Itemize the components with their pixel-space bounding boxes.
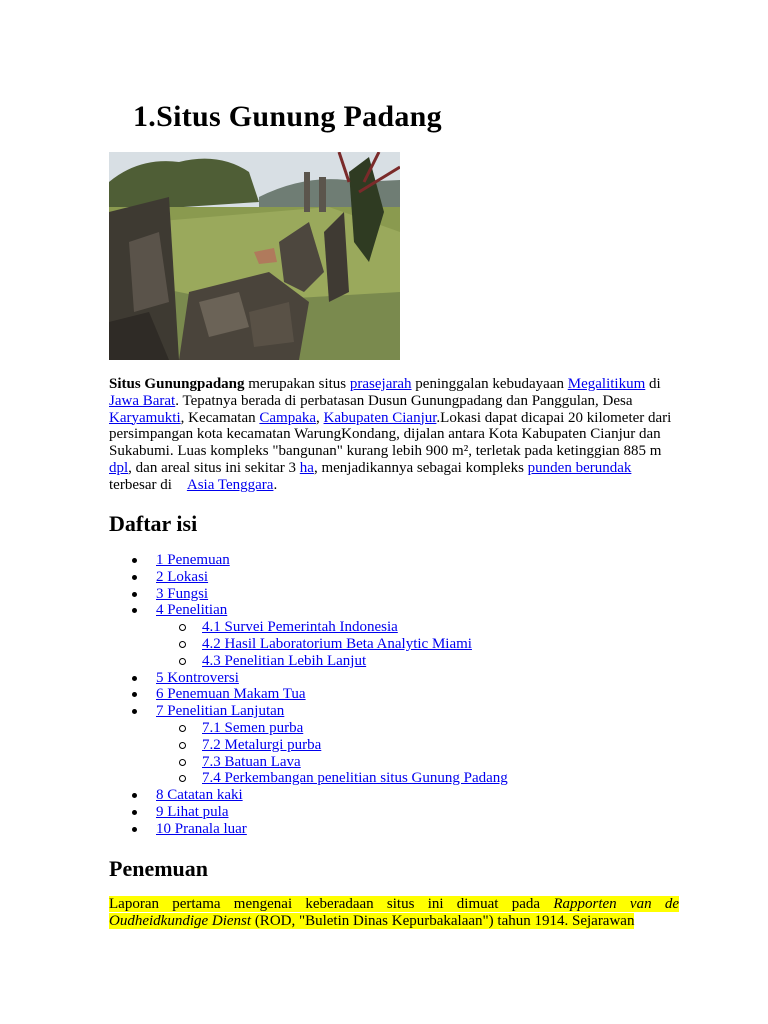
- link-kabupaten-cianjur[interactable]: Kabupaten Cianjur: [323, 409, 437, 426]
- bullet-icon: [132, 575, 137, 580]
- toc-item: [109, 569, 669, 586]
- circle-bullet-icon: [179, 775, 186, 782]
- toc-item: [109, 821, 669, 838]
- link-ha[interactable]: ha: [299, 459, 314, 476]
- toc-item: [109, 552, 669, 569]
- toc-link[interactable]: 4.2 Hasil Laboratorium Beta Analytic Miami: [202, 635, 472, 652]
- toc-link[interactable]: 4.1 Survei Pemerintah Indonesia: [202, 619, 398, 636]
- bullet-icon: [132, 810, 137, 815]
- toc-link[interactable]: 7.1 Semen purba: [202, 719, 304, 736]
- bullet-icon: [132, 827, 137, 832]
- link-dpl[interactable]: dpl: [109, 459, 129, 476]
- toc-link[interactable]: 1 Penemuan: [156, 552, 230, 568]
- toc-heading: Daftar isi: [109, 511, 198, 536]
- penemuan-paragraph: [109, 896, 679, 930]
- toc-subitem: [109, 619, 669, 636]
- toc-link[interactable]: 7.3 Batuan Lava: [202, 753, 301, 770]
- toc-link[interactable]: 2 Lokasi: [156, 568, 209, 585]
- circle-bullet-icon: [179, 742, 186, 749]
- toc-link[interactable]: 3 Fungsi: [156, 585, 209, 602]
- link-punden-berundak[interactable]: punden berundak: [527, 459, 632, 476]
- bullet-icon: [132, 709, 137, 714]
- toc-subitem: [109, 653, 669, 670]
- bullet-icon: [132, 558, 137, 563]
- link-campaka[interactable]: Campaka: [259, 409, 317, 426]
- italic-title: Rapporten van de Oudheidkundige Dienst: [109, 896, 679, 929]
- toc-link[interactable]: 5 Kontroversi: [156, 669, 239, 686]
- bullet-icon: [132, 692, 137, 697]
- toc-subitem: [109, 720, 669, 737]
- link-megalitikum[interactable]: Megalitikum: [567, 376, 646, 392]
- circle-bullet-icon: [179, 725, 186, 732]
- site-photo: [109, 152, 400, 360]
- toc-item: [109, 670, 669, 687]
- circle-bullet-icon: [179, 641, 186, 648]
- toc-item: [109, 686, 669, 703]
- toc-link[interactable]: 6 Penemuan Makam Tua: [156, 686, 306, 703]
- toc-link[interactable]: 8 Catatan kaki: [156, 787, 243, 804]
- bullet-icon: [132, 676, 137, 681]
- toc-link[interactable]: 7 Penelitian Lanjutan: [156, 703, 285, 720]
- link-karyamukti[interactable]: Karyamukti: [109, 409, 181, 426]
- circle-bullet-icon: [179, 658, 186, 665]
- toc-link[interactable]: 4 Penelitian: [156, 602, 228, 619]
- intro-paragraph: Situs Gunungpadang merupakan situs prasejarah peninggalan kebudayaan Megalitikum di Jawa Barat. Tepatnya berada di perbatasan Dusun Gunungpadang dan Panggulan, Desa Karyamukti, Kecamatan Campaka, Kabupaten Cianjur.Lokasi dapat dicapai 20 kilometer dari persimpangan kota kecamatan WarungKondang, dijalan antara Kota Kabupaten Cianjur dan Sukabumi. Luas kompleks "bangunan" kurang lebih 900 m², terletak pada ketinggian 885 m dpl, dan areal situs ini sekitar 3 ha, menjadikannya sebagai kompleks punden berundak terbesar di Asia Tenggara.: [109, 376, 672, 493]
- toc-item: [109, 787, 669, 804]
- link-asia-tenggara[interactable]: Asia Tenggara: [186, 476, 274, 493]
- toc-item: [109, 586, 669, 603]
- section-heading-penemuan: Penemuan: [109, 856, 208, 881]
- page-title: 1.Situs Gunung Padang: [133, 100, 442, 133]
- toc-item: [109, 602, 669, 619]
- circle-bullet-icon: [179, 759, 186, 766]
- toc-subitem: [109, 770, 669, 787]
- toc-link[interactable]: 9 Lihat pula: [156, 803, 229, 820]
- toc-link[interactable]: 7.2 Metalurgi purba: [202, 736, 322, 753]
- link-prasejarah[interactable]: prasejarah: [349, 376, 412, 392]
- toc-link[interactable]: 4.3 Penelitian Lebih Lanjut: [202, 652, 367, 669]
- toc-item: [109, 804, 669, 821]
- circle-bullet-icon: [179, 624, 186, 631]
- highlighted-text: Laporan pertama mengenai keberadaan situs ini dimuat pada Rapporten van de Oudheidkundige Dienst (ROD, "Buletin Dinas Kepurbakalaan") tahun 1914. Sejarawan: [109, 896, 679, 929]
- bullet-icon: [132, 608, 137, 613]
- toc-subitem: [109, 754, 669, 771]
- toc-subitem: [109, 737, 669, 754]
- toc-item: [109, 703, 669, 720]
- bullet-icon: [132, 592, 137, 597]
- intro-bold-term: Situs Gunungpadang: [109, 376, 245, 392]
- toc-link[interactable]: 10 Pranala luar: [156, 820, 247, 837]
- toc-link[interactable]: 7.4 Perkembangan penelitian situs Gunung Padang: [202, 770, 508, 787]
- toc-subitem: [109, 636, 669, 653]
- bullet-icon: [132, 793, 137, 798]
- link-jawa-barat[interactable]: Jawa Barat: [109, 392, 176, 409]
- table-of-contents: [109, 552, 669, 838]
